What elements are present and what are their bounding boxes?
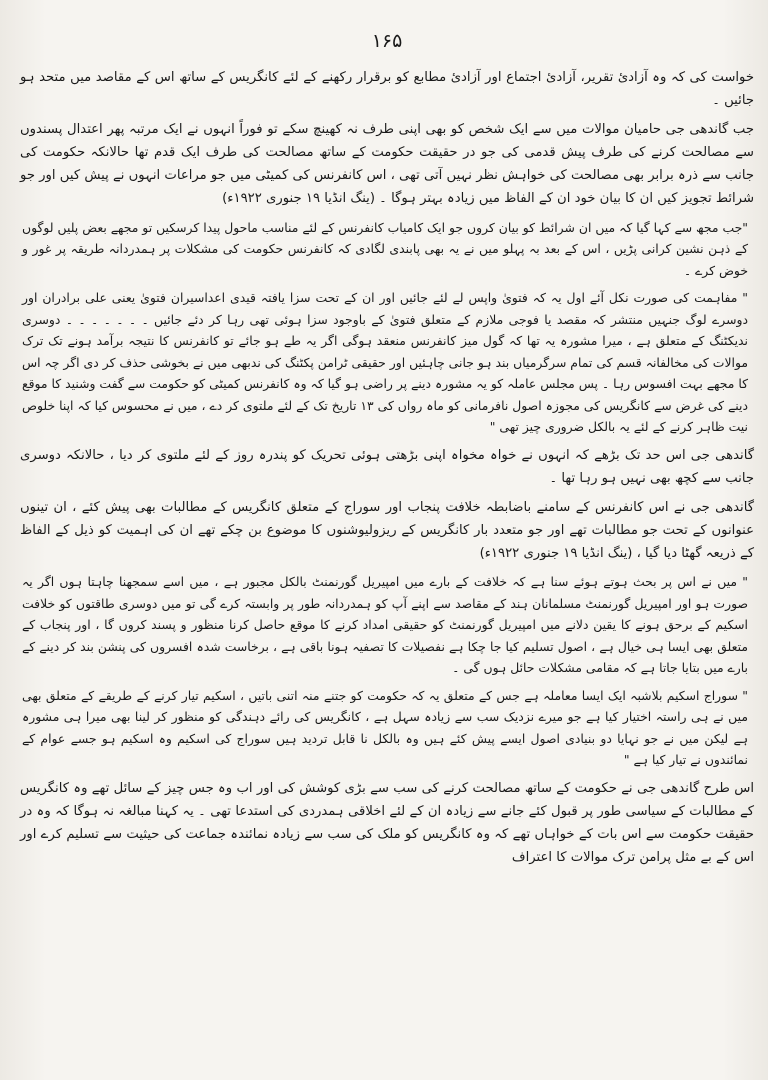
page-number: ۱۶۵ — [371, 30, 403, 52]
quoted-paragraph: "جب مجھ سے کہا گیا کہ میں ان شرائط کو بیان کروں جو ایک کامیاب کانفرنس کے لئے مناسب ماحول پیدا کرسکیں تو مجھے بعض پلیں لوگوں کے ذہن نشین کرانی پڑیں ، اس کے بعد بہ پہلو میں نے یہ بھی پابندی لگادی کہ کانفرنس حکومت کی مشکلات پر ہمدردانہ طریقہ پر غور و خوض کرے ۔ — [22, 219, 748, 278]
quoted-paragraph: " سوراج اسکیم بلاشبہ ایک ایسا معاملہ ہے جس کے متعلق یہ کہ حکومت کو جتنے منہ اتنی باتیں ، اسکیم تیار کرنے کے طریقے کے متعلق بھی میں نے ہی راستہ اختیار کیا ہے جو میرے نزدیک سب سے زیادہ سہل ہے ، کانگریس کی رائے دہندگی کو منظور کر لینا بھی میرا ہی مشورہ ہے لیکن میں نے جو نہایا دو بنیادی اصول ایسے پیش کئے ہیں وہ بالکل نا قابل تردید ہیں سوراج کی اسکیم وہ اسکیم ہو جسے عوام کے نمائندوں نے تیار کیا ہے " — [22, 687, 748, 768]
paragraph: گاندھی جی نے اس کانفرنس کے سامنے باضابطہ خلافت پنجاب اور سوراج کے متعلق کانگریس کے مطالبات بھی پیش کئے ، ان تینوں عنوانوں کے تحت جو مطالبات تھے اور جو متعدد بار کانگریس کے ریزولیوشنوں کا موضوع بن چکے تھے ان کی اہمیت کو ذیل کے الفاظ کے ذریعہ گھٹا دیا گیا ، (ینگ انڈیا ۱۹ جنوری ۱۹۲۲ء) — [20, 499, 754, 561]
page-body — [20, 66, 754, 869]
quoted-paragraph: " میں نے اس پر بحث ہوتے ہوئے سنا ہے کہ خلافت کے بارے میں امپیریل گورنمنٹ بالکل مجبور ہے ، میں اسے سمجھنا چاہتا ہوں اگر یہ صورت ہو اور امپیریل گورنمنٹ مسلمانان ہند کے مقاصد سے اپنے آپ کو ہمدردانہ طور پر وابستہ کرے گی تو میں دوسری طاقتوں کو خلافت اسکیم کے برحق ہونے کا یقین دلانے میں امپیریل گورنمنٹ کو حقیقی امداد کرنے کا موقع حاصل کرنا منظور و پسند کروں گا ، اور پنجاب کے متعلق بھی ایسا ہی خیال ہے ، اصول تسلیم کیا جا چکا ہے نفصیلات کا تصفیہ ہونا باقی ہے ، برخاست شدہ افسروں کی پنشن بند کر دینے کے بارے میں بتایا جاتا ہے کہ مقامی مشکلات حائل ہوں گی ۔ — [22, 574, 748, 676]
paragraph: اس طرح گاندھی جی نے حکومت کے ساتھ مصالحت کرنے کی سب سے بڑی کوشش کی اور اب وہ جس چیز کے سائل تھے وہ کانگریس کے مطالبات کے سیاسی طور پر قبول کئے جانے سے زیادہ ان کے لئے اخلاقی ہمدردی کی استدعا تھی ۔ یہ کہنا مبالغہ نہ ہوگا کہ وہ در حقیقت حکومت سے اس بات کے خواہاں تھے کہ وہ کانگریس کو ملک کی سب سے زیادہ نمائندہ جماعت کی حیثیت سے تسلیم کرے اور اس کے بے مثل پرامن ترک موالات کا اعتراف — [20, 780, 754, 865]
paragraph: جب گاندھی جی حامیان موالات میں سے ایک شخص کو بھی اپنی طرف نہ کھینچ سکے تو فوراً انہوں نے ایک مرتبہ پھر اعتدال پسندوں سے مصالحت کرنے کی طرف پیش قدمی کی جو در حقیقت حکومت کے ساتھ مصالحت کی طرف ایک قدم تھا حالانکہ حکومت کی جانب سے ذرہ برابر بھی مصالحت کی خواہش نظر نہیں آتی تھی ، اس کانفرنس کی کمیٹی میں جو مراعات انہوں نے پیش کیں اور جو شرائط تجویز کیں ان کا بیان خود ان کے الفاظ میں زیادہ بہتر ہوگا ۔ (ینگ انڈیا ۱۹ جنوری ۱۹۲۲ء) — [20, 122, 754, 207]
paragraph: گاندھی جی اس حد تک بڑھے کہ انہوں نے خواہ مخواہ اپنی بڑھتی ہوئی تحریک کو پندرہ روز کے لئے ملتوی کر دیا ، حالانکہ دوسری جانب سے کچھ بھی نہیں ہو رہا تھا ۔ — [20, 447, 754, 486]
paragraph: خواست کی کہ وہ آزادئ تقریر، آزادئ اجتماع اور آزادئ مطابع کو برقرار رکھنے کے لئے کانگریس کے ساتھ اس کے مقاصد میں متحد ہو جائیں ۔ — [20, 70, 754, 109]
quoted-paragraph: " مفاہمت کی صورت نکل آئے اول یہ کہ فتویٰ واپس لے لئے جائیں اور ان کے تحت سزا یافتہ قیدی اعداسیران فتویٰ یعنی علی برادران اور دوسرے لوگ جنہیں منتشر کہ مقصد یا فوجی ملازم کے متعلق فتویٰ کے باوجود سزا ہوئی تھی رہا کر دئے جائیں ۔ ۔ ۔ ۔ ۔ ۔ ۔ دوسری ندیکٹنگ کے متعلق ہے ، میرا مشورہ یہ تھا کہ گول میز کانفرنس منعقد ہوگی اگر یہ طے ہو جائے تو کانفرنس کا نتیجہ برآمد ہونے تک ترک موالات کی مخالفانہ قسم کی تمام سرگرمیاں بند ہو جانی چاہئیں اور حقیقی ٹرامن پکٹنگ کی ندبھی میں نے بخوشی حذف کر دی اگر چہ اس کا مجھے بہت افسوس رہا ۔ پس مجلس عاملہ کو یہ مشورہ دینے پر راضی ہو گیا کہ وہ کانفرنس کمیٹی کو حکومت سے گفت وشنید کا موقع دینے کی غرض سے کانگریس کی مجوزہ اصول نافرمانی کو ماہ رواں کی ۱۳ تاریخ تک کے لئے ملتوی کر دے ، میں نے محسوس کیا کہ اپنا خلوص نیت ظاہر کرنے کے لئے یہ بالکل ضروری چیز تھی " — [22, 290, 748, 435]
